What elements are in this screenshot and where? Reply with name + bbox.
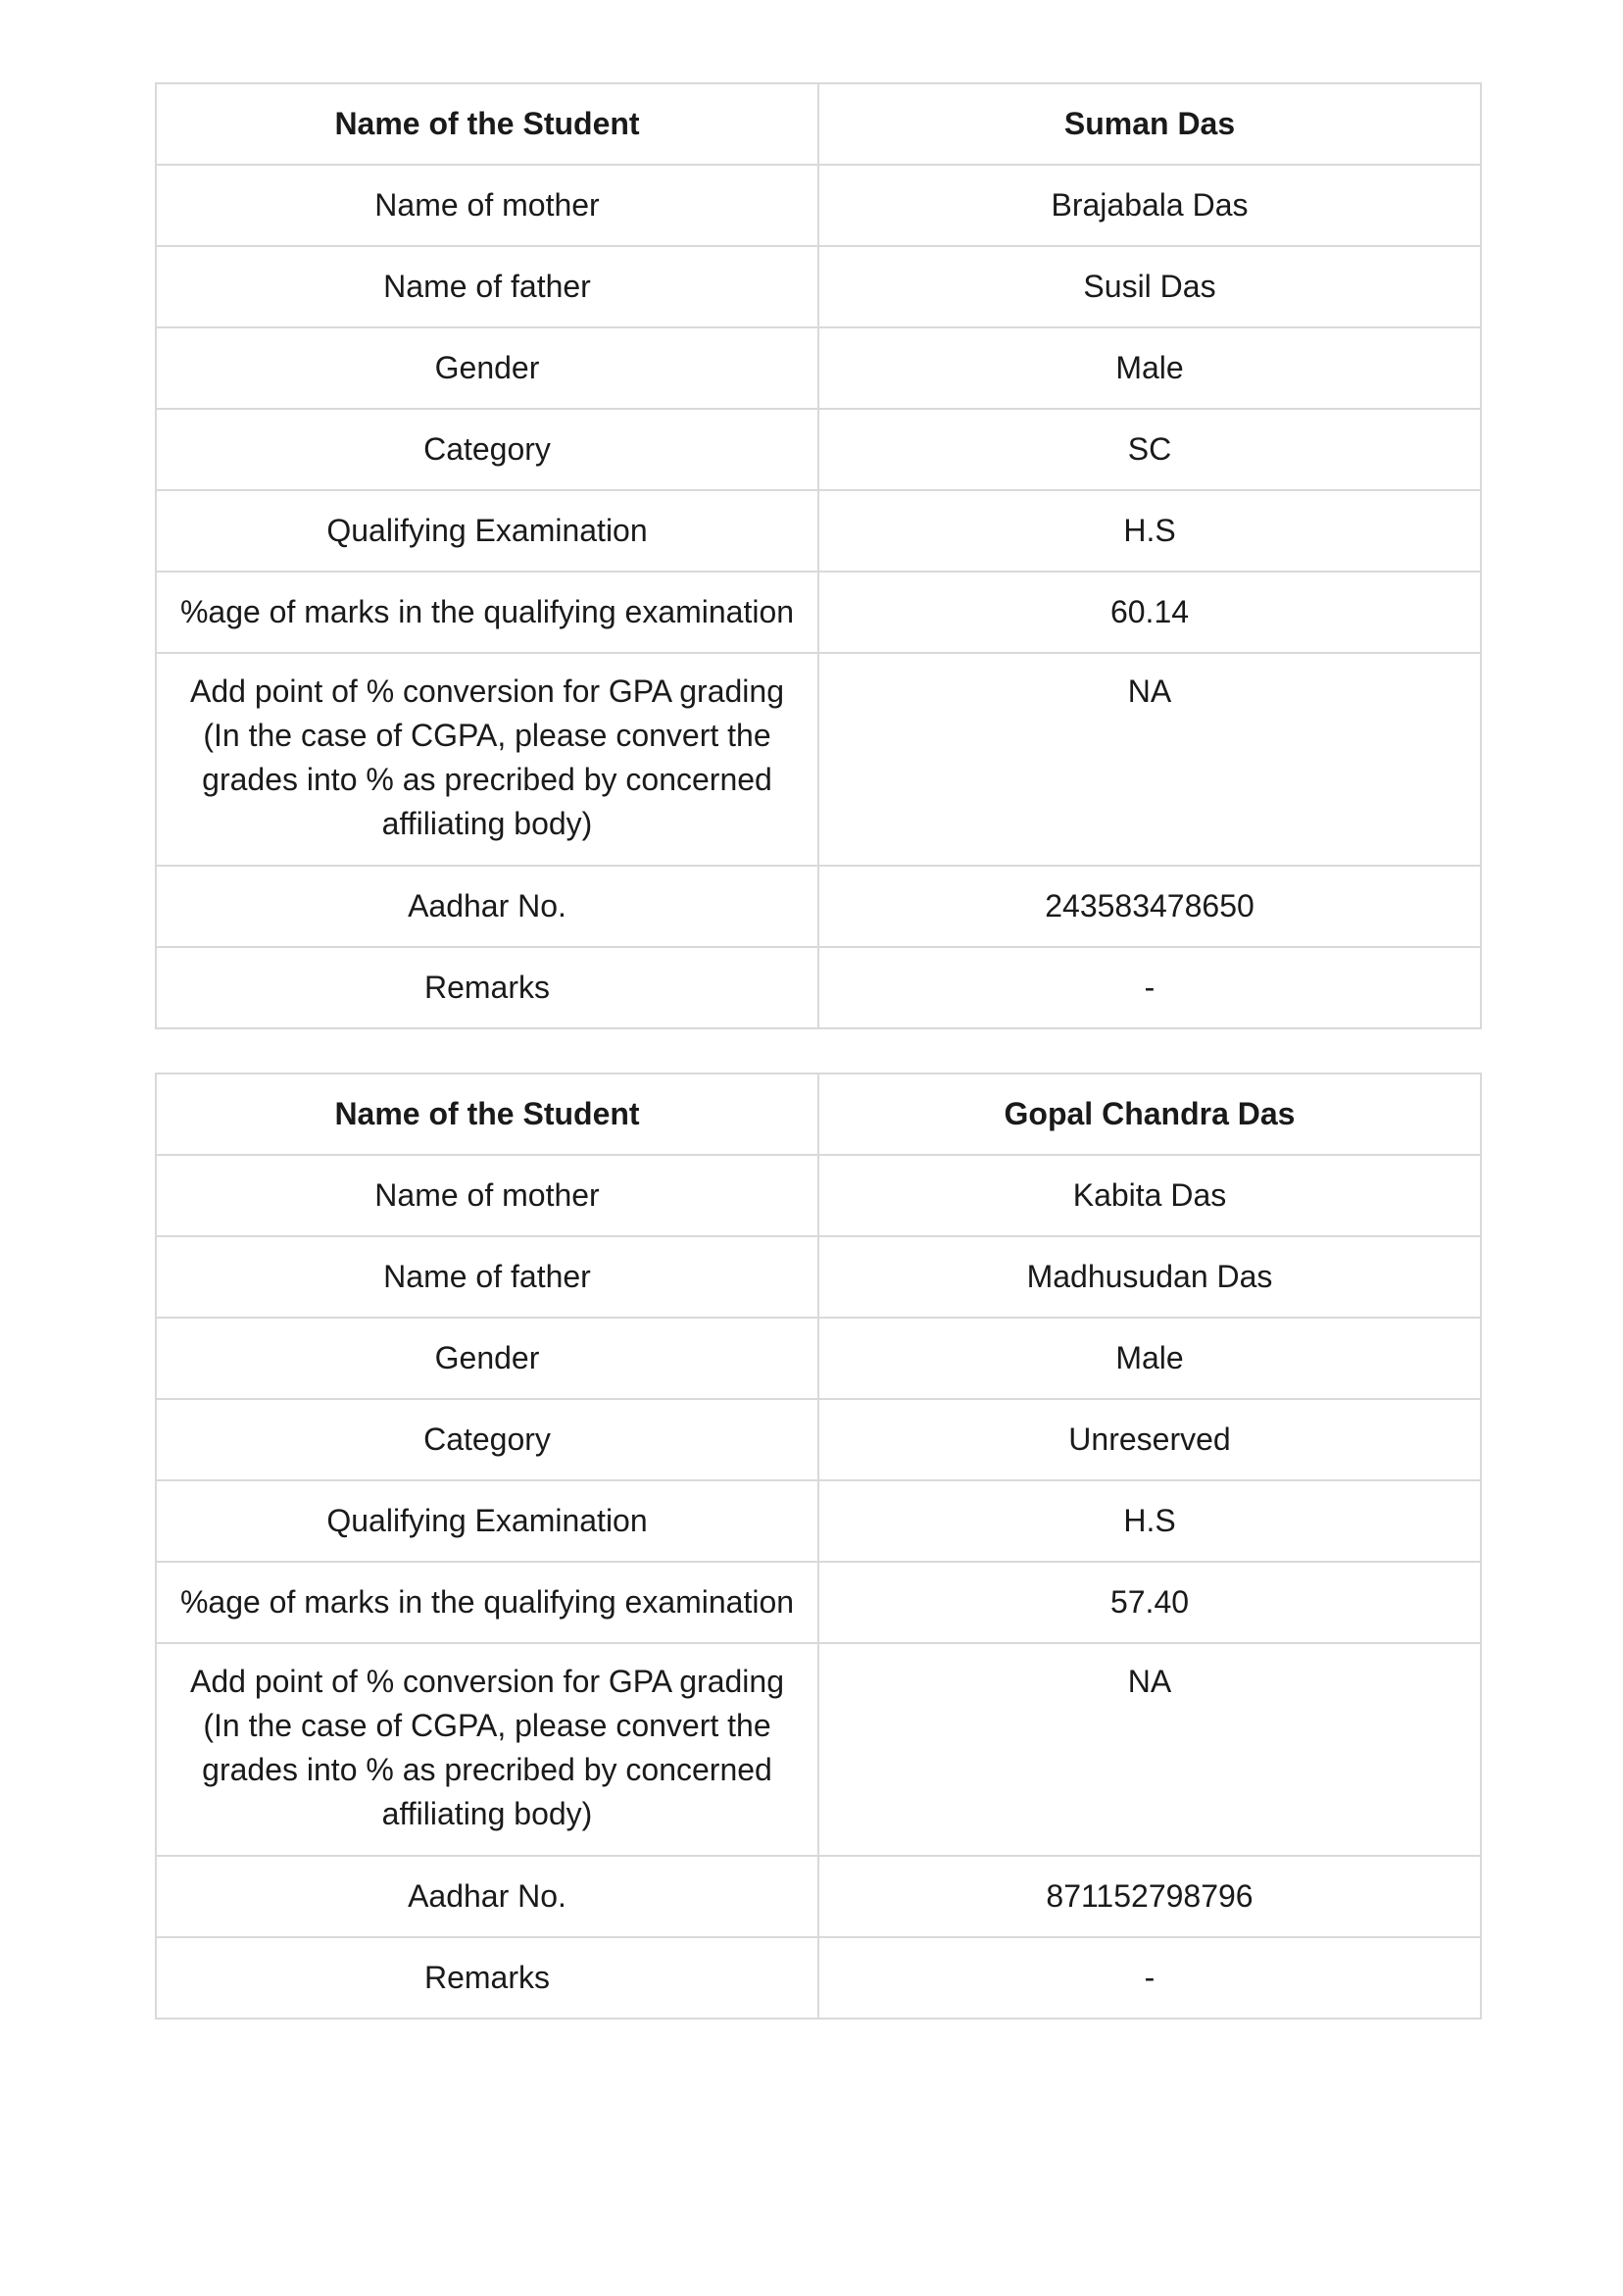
table-row <box>156 490 1481 572</box>
father-value: Susil Das <box>818 246 1481 327</box>
table-row <box>156 409 1481 490</box>
table-row <box>156 1318 1481 1399</box>
student-name: Suman Das <box>818 83 1481 165</box>
student-record-table <box>155 1073 1482 2020</box>
marks-pct-label: %age of marks in the qualifying examination <box>156 1562 818 1643</box>
mother-label: Name of mother <box>156 165 818 246</box>
table-header-row <box>156 83 1481 165</box>
name-label: Name of the Student <box>156 1073 818 1155</box>
aadhar-value: 871152798796 <box>818 1856 1481 1937</box>
table-row <box>156 1399 1481 1480</box>
qualifying-exam-value: H.S <box>818 490 1481 572</box>
gpa-conversion-label: Add point of % conversion for GPA grading (In the case of CGPA, please convert the grades into % as precribed by concerned affiliating body) <box>156 653 818 866</box>
qualifying-exam-value: H.S <box>818 1480 1481 1562</box>
table-row <box>156 1562 1481 1643</box>
student-record-table <box>155 82 1482 1029</box>
table-header-row <box>156 1073 1481 1155</box>
gpa-conversion-value: NA <box>818 1643 1481 1856</box>
student-name: Gopal Chandra Das <box>818 1073 1481 1155</box>
qualifying-exam-label: Qualifying Examination <box>156 490 818 572</box>
table-row <box>156 246 1481 327</box>
table-row <box>156 327 1481 409</box>
category-value: SC <box>818 409 1481 490</box>
aadhar-label: Aadhar No. <box>156 866 818 947</box>
table-row <box>156 165 1481 246</box>
table-row <box>156 572 1481 653</box>
table-row <box>156 1236 1481 1318</box>
category-label: Category <box>156 409 818 490</box>
gpa-conversion-label: Add point of % conversion for GPA grading (In the case of CGPA, please convert the grades into % as precribed by concerned affiliating body) <box>156 1643 818 1856</box>
table-row <box>156 1856 1481 1937</box>
category-label: Category <box>156 1399 818 1480</box>
remarks-label: Remarks <box>156 1937 818 2019</box>
gpa-conversion-value: NA <box>818 653 1481 866</box>
father-value: Madhusudan Das <box>818 1236 1481 1318</box>
table-row <box>156 1155 1481 1236</box>
category-value: Unreserved <box>818 1399 1481 1480</box>
mother-value: Brajabala Das <box>818 165 1481 246</box>
table-row <box>156 1480 1481 1562</box>
table-row <box>156 1937 1481 2019</box>
gender-value: Male <box>818 327 1481 409</box>
father-label: Name of father <box>156 1236 818 1318</box>
remarks-value: - <box>818 1937 1481 2019</box>
aadhar-value: 243583478650 <box>818 866 1481 947</box>
table-row <box>156 653 1481 866</box>
table-row <box>156 947 1481 1028</box>
gender-value: Male <box>818 1318 1481 1399</box>
gender-label: Gender <box>156 327 818 409</box>
marks-pct-value: 57.40 <box>818 1562 1481 1643</box>
father-label: Name of father <box>156 246 818 327</box>
remarks-value: - <box>818 947 1481 1028</box>
mother-value: Kabita Das <box>818 1155 1481 1236</box>
remarks-label: Remarks <box>156 947 818 1028</box>
marks-pct-value: 60.14 <box>818 572 1481 653</box>
mother-label: Name of mother <box>156 1155 818 1236</box>
marks-pct-label: %age of marks in the qualifying examination <box>156 572 818 653</box>
qualifying-exam-label: Qualifying Examination <box>156 1480 818 1562</box>
table-row <box>156 1643 1481 1856</box>
aadhar-label: Aadhar No. <box>156 1856 818 1937</box>
gender-label: Gender <box>156 1318 818 1399</box>
table-row <box>156 866 1481 947</box>
name-label: Name of the Student <box>156 83 818 165</box>
